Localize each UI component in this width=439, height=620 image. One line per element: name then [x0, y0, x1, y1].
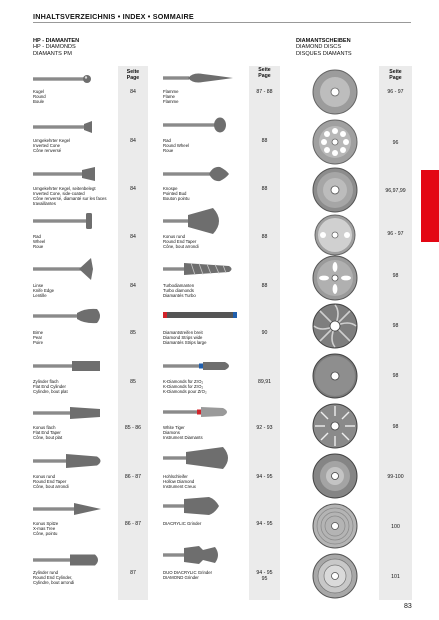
entry-name-en: Round Wheel	[163, 143, 190, 149]
entry-name-en: Diamons	[163, 430, 180, 436]
entry-name-fr: Cône renversé, diamanté sur les faces	[33, 196, 107, 202]
entry-name-fr: K-Diamonds pour ZrO₂	[163, 389, 207, 395]
entry-name-en: K-Diamonds for ZrO₂	[163, 384, 204, 390]
page-ref: 88	[261, 138, 268, 144]
list-item	[33, 521, 58, 536]
entry-name-fr: Diamantés Turbo	[163, 293, 196, 299]
entry-name-en: Round	[33, 94, 46, 100]
red-section-tab	[421, 170, 439, 242]
page-header-page: Page	[126, 75, 140, 81]
page-ref: 85	[130, 330, 136, 336]
entry-name-de: Knospe	[163, 186, 178, 191]
list-item	[33, 474, 69, 489]
flat-end-cylinder-bur-icon	[33, 360, 101, 372]
page-ref: 84	[130, 186, 136, 192]
entry-name-en: Wheel	[33, 239, 46, 245]
entry-name-de: Zylinder rund	[33, 570, 59, 575]
page-ref-line-1: 94 - 95	[256, 570, 273, 576]
duo-diacrylic-grinder-icon	[163, 545, 227, 565]
page-ref: 98	[392, 373, 399, 379]
x-mas-tree-bur-icon	[33, 502, 103, 516]
diamond-disc-ring-icon	[311, 452, 359, 500]
page-ref: 84	[130, 89, 136, 95]
list-item	[33, 138, 70, 153]
list-item	[33, 186, 107, 206]
entry-name-1: DUO DIACRYLIC Grinder	[163, 570, 213, 575]
entry-name-en: Flame	[163, 94, 175, 100]
page-header-page: Page	[389, 75, 402, 81]
page-ref: 84	[130, 138, 136, 144]
page-ref	[249, 570, 280, 582]
entry-name-en: Flat End Taper	[33, 430, 61, 436]
entry-name-fr: Cylindre, bout plat	[33, 389, 68, 395]
list-item	[33, 234, 45, 249]
round-end-taper-bur-icon	[33, 453, 105, 469]
page-ref: 88	[261, 186, 268, 192]
page-ref: 85	[130, 379, 136, 385]
entry-name-fr: Cône, bout arrondi	[33, 484, 69, 490]
page-ref: 94 - 95	[256, 474, 273, 480]
diamond-disc-concentric-icon	[311, 552, 359, 600]
entry-name-fr: Poire	[33, 340, 44, 346]
entry-name-de: Rad	[33, 234, 41, 239]
left-section-title	[33, 38, 79, 57]
entry-name-en: Turbo diamonds	[163, 288, 194, 294]
entry-name-de: Flamme	[163, 89, 179, 94]
list-item	[163, 234, 199, 249]
list-item	[163, 186, 190, 201]
entry-name-en: Inverted Cone	[33, 143, 60, 149]
page-ref: 101	[391, 574, 400, 580]
page-ref: 84	[130, 234, 136, 240]
list-item	[33, 379, 68, 394]
entry-name-de: K-Diamonds für ZrO₂	[163, 379, 204, 384]
page-header-seite: Seite	[258, 67, 271, 73]
entry-name-en: Flat End Cylinder	[33, 384, 66, 390]
page-ref: 100	[391, 524, 400, 530]
inverted-cone-bur-icon	[33, 120, 93, 134]
left-section-title-en: HP - DIAMONDS	[33, 44, 76, 51]
entry-name-fr: Diamantés Strips large	[163, 340, 207, 346]
header-title: INHALTSVERZEICHNIS • INDEX • SOMMAIRE	[33, 12, 194, 21]
entry-name-de: Umgekehrter Kegel, seitenbelegt	[33, 186, 96, 191]
entry-name-de: White Tiger	[163, 425, 185, 430]
right-section-title-fr: DISQUES DIAMANTS	[296, 50, 352, 57]
entry-name-fr-cont: travaillantes	[33, 201, 56, 207]
diamond-disc-coated-icon	[311, 166, 359, 214]
entry-name: DIACRYLIC Grinder	[163, 521, 202, 526]
pear-bur-icon	[33, 307, 103, 325]
entry-name-en: Knife Edge	[33, 288, 55, 294]
page-ref-line-2: 95	[261, 576, 268, 583]
list-item	[33, 570, 74, 585]
right-section-title-de: DIAMANTSCHEIBEN	[296, 38, 351, 44]
entry-name-de: Turbodiamanten	[163, 283, 195, 288]
diacrylic-grinder-icon	[163, 496, 227, 516]
round-end-cylinder-bur-icon	[33, 553, 103, 567]
page-ref: 86 - 87	[124, 474, 142, 480]
entry-name-2: DIAMOND Grinder	[163, 575, 199, 581]
flame-bur-icon	[163, 71, 235, 85]
entry-name-en: Round End Cylinder,	[33, 575, 73, 581]
entry-name-en: Pointed Bud	[163, 191, 187, 197]
entry-name-de: Zylinder flach	[33, 379, 59, 384]
page-column-3-header	[379, 69, 412, 81]
entry-name-de: Umgekehrter Kegel	[33, 138, 71, 143]
list-item	[163, 89, 179, 104]
diamond-disc-full-icon	[311, 68, 359, 116]
page-ref: 96 - 97	[387, 231, 404, 237]
page-ref: 90	[261, 330, 268, 336]
list-item	[163, 474, 196, 489]
entry-name-en: Hollow Diamond	[163, 479, 195, 485]
list-item	[163, 425, 203, 440]
entry-name-en: Pear	[33, 335, 43, 341]
entry-name-en: Inverted Cone, side-coated	[33, 191, 85, 197]
entry-name-fr: Flamme	[163, 99, 179, 105]
page-ref: 88	[261, 283, 268, 289]
entry-name-de: Hohlschleifer	[163, 474, 188, 479]
entry-name-fr: Roue	[163, 148, 174, 154]
entry-name-fr: Cône, bout plat	[33, 435, 63, 441]
list-item	[33, 425, 62, 440]
diamond-disc-dense-icon	[311, 352, 359, 400]
list-item	[33, 89, 46, 104]
entry-name-fr: Cône, bout arrondi	[163, 244, 199, 250]
entry-name-fr: Cylindre, bout arrondi	[33, 580, 75, 586]
diamond-disc-spiral-icon	[311, 302, 359, 350]
entry-name-fr: Roue	[33, 244, 44, 250]
pointed-bud-bur-icon	[163, 166, 231, 182]
page-ref: 87 - 88	[256, 89, 273, 95]
page-number: 83	[404, 603, 412, 610]
entry-name-en: Round End Taper	[163, 239, 197, 245]
list-item	[163, 521, 201, 526]
page-ref: 89,91	[258, 379, 271, 385]
list-item	[163, 283, 196, 298]
page-ref: 98	[392, 273, 399, 279]
entry-name-fr: Cône, pointu	[33, 531, 58, 537]
round-wheel-bur-icon	[163, 117, 231, 133]
page-ref: 92 - 93	[256, 425, 273, 431]
page-ref: 96,97,99	[385, 188, 406, 194]
page-header-seite: Seite	[126, 69, 140, 75]
diamond-disc-slotted-icon	[311, 254, 359, 302]
list-item	[163, 379, 207, 394]
diamond-disc-thin-icon	[311, 214, 359, 256]
page-ref: 85 - 86	[124, 425, 142, 431]
entry-name-de: Diamantstreifen breit	[163, 330, 203, 335]
page-ref: 98	[392, 323, 399, 329]
hollow-diamond-bur-icon	[163, 446, 235, 470]
page-header-page: Page	[258, 73, 271, 79]
page-ref: 96	[392, 140, 399, 146]
page-ref: 84	[130, 283, 136, 289]
list-item	[163, 138, 189, 153]
inverted-cone-side-coated-bur-icon	[33, 167, 97, 181]
diamond-disc-radial-slots-icon	[311, 402, 359, 450]
page-ref: 99-100	[387, 474, 404, 480]
entry-name-de: Konus flach	[33, 425, 56, 430]
diamond-strip-icon	[163, 312, 239, 320]
header-divider	[33, 22, 411, 23]
page-ref: 98	[392, 424, 399, 430]
page-column-2-header	[249, 67, 280, 79]
entry-name-en: Diamond Strips wide	[163, 335, 203, 341]
entry-name-de: Kugel	[33, 89, 44, 94]
left-section-title-de: HP - DIAMANTEN	[33, 38, 80, 44]
round-end-taper-large-bur-icon	[163, 207, 225, 235]
white-tiger-bur-icon	[163, 405, 235, 419]
left-section-title-fr: DIAMANTS PM	[33, 50, 72, 57]
list-item	[163, 330, 206, 345]
entry-name-fr: Instrument Diamants	[163, 435, 203, 441]
entry-name-en: Round End Taper	[33, 479, 67, 485]
right-section-title	[296, 38, 352, 57]
entry-name-fr: Cône renversé	[33, 148, 62, 154]
turbo-diamond-bur-icon	[163, 261, 235, 277]
k-diamond-bur-icon	[163, 359, 235, 373]
entry-name-en: X-mas Tree	[33, 526, 56, 532]
round-bur-icon	[33, 72, 93, 86]
page-ref: 96 - 97	[387, 89, 404, 95]
page-ref: 86 - 87	[124, 521, 142, 527]
entry-name-de: Konus Spitze	[33, 521, 59, 526]
right-section-title-en: DIAMOND DISCS	[296, 44, 342, 51]
list-item	[33, 330, 43, 345]
entry-name-de: Birne	[33, 330, 44, 335]
page-ref: 87	[130, 570, 136, 576]
diamond-disc-grooved-icon	[311, 502, 359, 550]
entry-name-de: Linse	[33, 283, 44, 288]
list-item	[163, 570, 212, 580]
flat-end-taper-bur-icon	[33, 406, 101, 420]
entry-name-de: Konus rund	[33, 474, 55, 479]
entry-name-fr: Boule	[33, 99, 44, 105]
entry-name-fr: Bouton pointu	[163, 196, 190, 202]
knife-edge-bur-icon	[33, 258, 95, 280]
list-item	[33, 283, 54, 298]
entry-name-fr: Lentille	[33, 293, 47, 299]
page-column-1-header	[118, 69, 148, 81]
page-ref: 88	[261, 234, 268, 240]
entry-name-fr: Instrument Creux	[163, 484, 196, 490]
diamond-disc-perforated-icon	[311, 118, 359, 166]
entry-name-de: Rad	[163, 138, 171, 143]
wheel-bur-icon	[33, 213, 95, 229]
page-header-seite: Seite	[389, 69, 402, 75]
entry-name-de: Konus rund	[163, 234, 185, 239]
page-ref: 94 - 95	[256, 521, 273, 527]
